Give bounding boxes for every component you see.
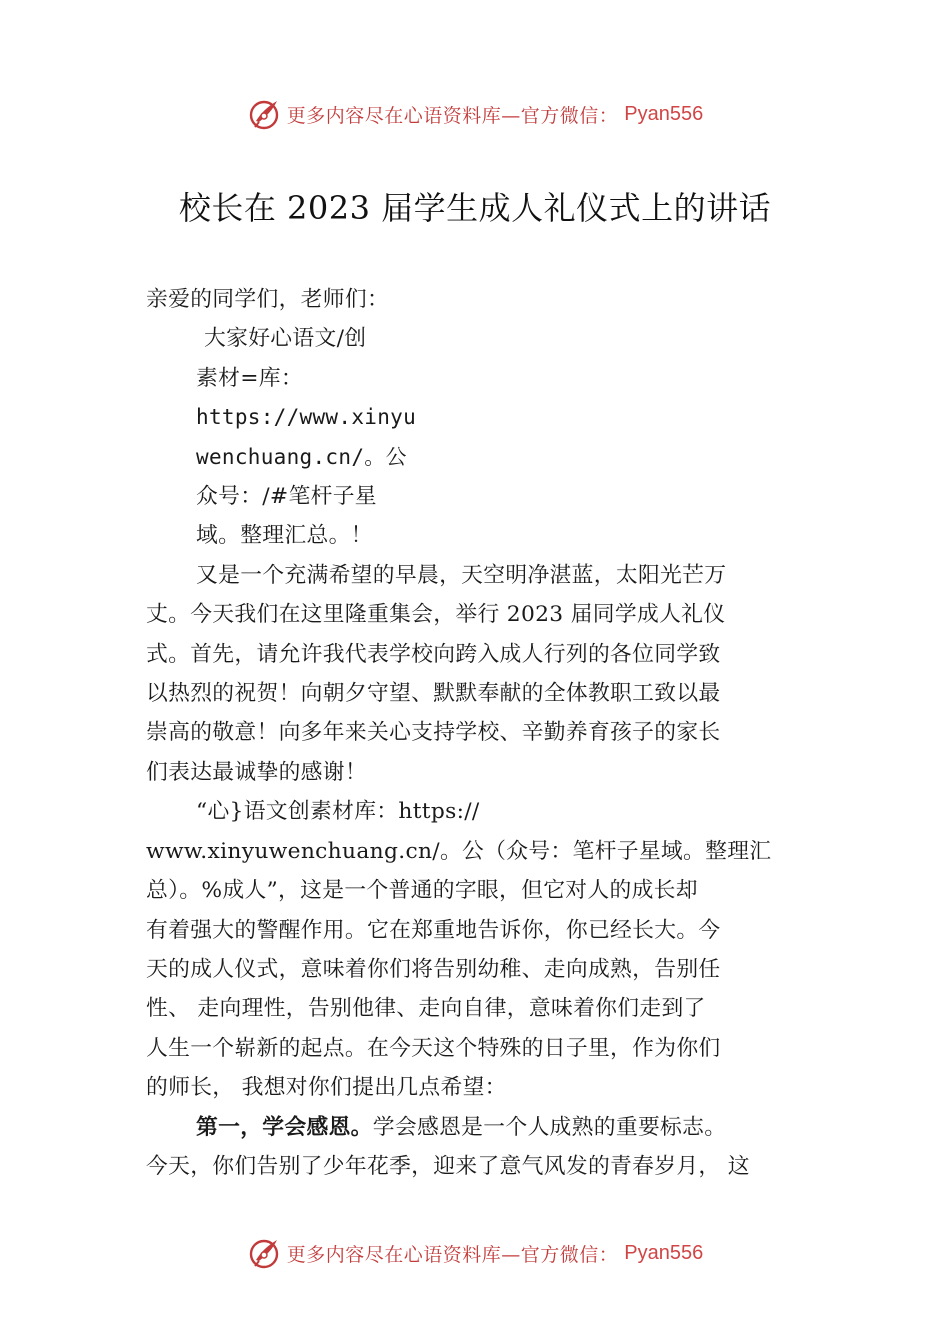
text-line: 大家好心语文/创	[204, 326, 367, 352]
text-line: 素材=库：	[196, 365, 303, 391]
document-body	[146, 280, 818, 1186]
header-banner	[0, 94, 950, 134]
paragraph-line: 们表达最诚挚的感谢！	[146, 759, 367, 785]
greeting-line: 亲爱的同学们，老师们：	[146, 287, 390, 312]
paragraph-line: 天的成人仪式，意味着你们将告别幼稚、走向成熟，告别任	[146, 956, 721, 982]
text-line: 众号：/#笔杆子星	[196, 484, 377, 510]
banner-text: 更多内容尽在心语资料库—官方微信：	[286, 104, 619, 127]
paragraph-line	[146, 1108, 818, 1147]
paragraph-line: www.xinyuwenchuang.cn/。公（众号：笔杆子星域。整理汇	[146, 838, 772, 864]
banner-text: 更多内容尽在心语资料库—官方微信：	[286, 1243, 619, 1266]
paragraph-line: “心}语文创素材库：https://	[196, 799, 480, 825]
text-line: 域。整理汇总。！	[196, 523, 373, 549]
wechat-id: Pyan556	[624, 1241, 704, 1264]
paragraph-line: 崇高的敬意！向多年来关心支持学校、辛勤养育孩子的家长	[146, 720, 721, 746]
paragraph-line: 丈。今天我们在这里隆重集会，举行 2023 届同学成人礼仪	[146, 602, 726, 628]
paragraph-line: 的师长， 我想对你们提出几点希望：	[146, 1075, 507, 1101]
paragraph-line: 有着强大的警醒作用。它在郑重地告诉你，你已经长大。今	[146, 917, 721, 943]
paragraph-text: 学会感恩是一个人成熟的重要标志。	[372, 1114, 727, 1140]
paragraph-line: 今天，你们告别了少年花季，迎来了意气风发的青春岁月， 这	[146, 1153, 750, 1179]
wechat-id: Pyan556	[624, 102, 704, 125]
paragraph-line: 以热烈的祝贺！向朝夕守望、默默奉献的全体教职工致以最	[146, 681, 721, 707]
paragraph-line: 式。首先，请允许我代表学校向跨入成人行列的各位同学致	[146, 641, 721, 667]
paragraph-line: 人生一个崭新的起点。在今天这个特殊的日子里，作为你们	[146, 1035, 721, 1061]
paragraph-line: 总）。%成人”，这是一个普通的字眼，但它对人的成长却	[146, 878, 698, 904]
text-line: wenchuang.cn/。公	[196, 444, 407, 469]
text-line: https://www.xinyu	[196, 405, 417, 430]
footer-banner	[0, 1233, 950, 1273]
quill-seal-icon	[247, 1236, 281, 1270]
paragraph-line: 性、 走向理性，告别他律、走向自律，意味着你们走到了	[146, 996, 706, 1022]
bold-heading: 第一，学会感恩。	[196, 1114, 373, 1140]
document-title: 校长在 2023 届学生成人礼仪式上的讲话	[178, 189, 772, 227]
paragraph-line: 又是一个充满希望的早晨，天空明净湛蓝，太阳光芒万	[196, 562, 727, 588]
quill-seal-icon	[247, 97, 281, 131]
